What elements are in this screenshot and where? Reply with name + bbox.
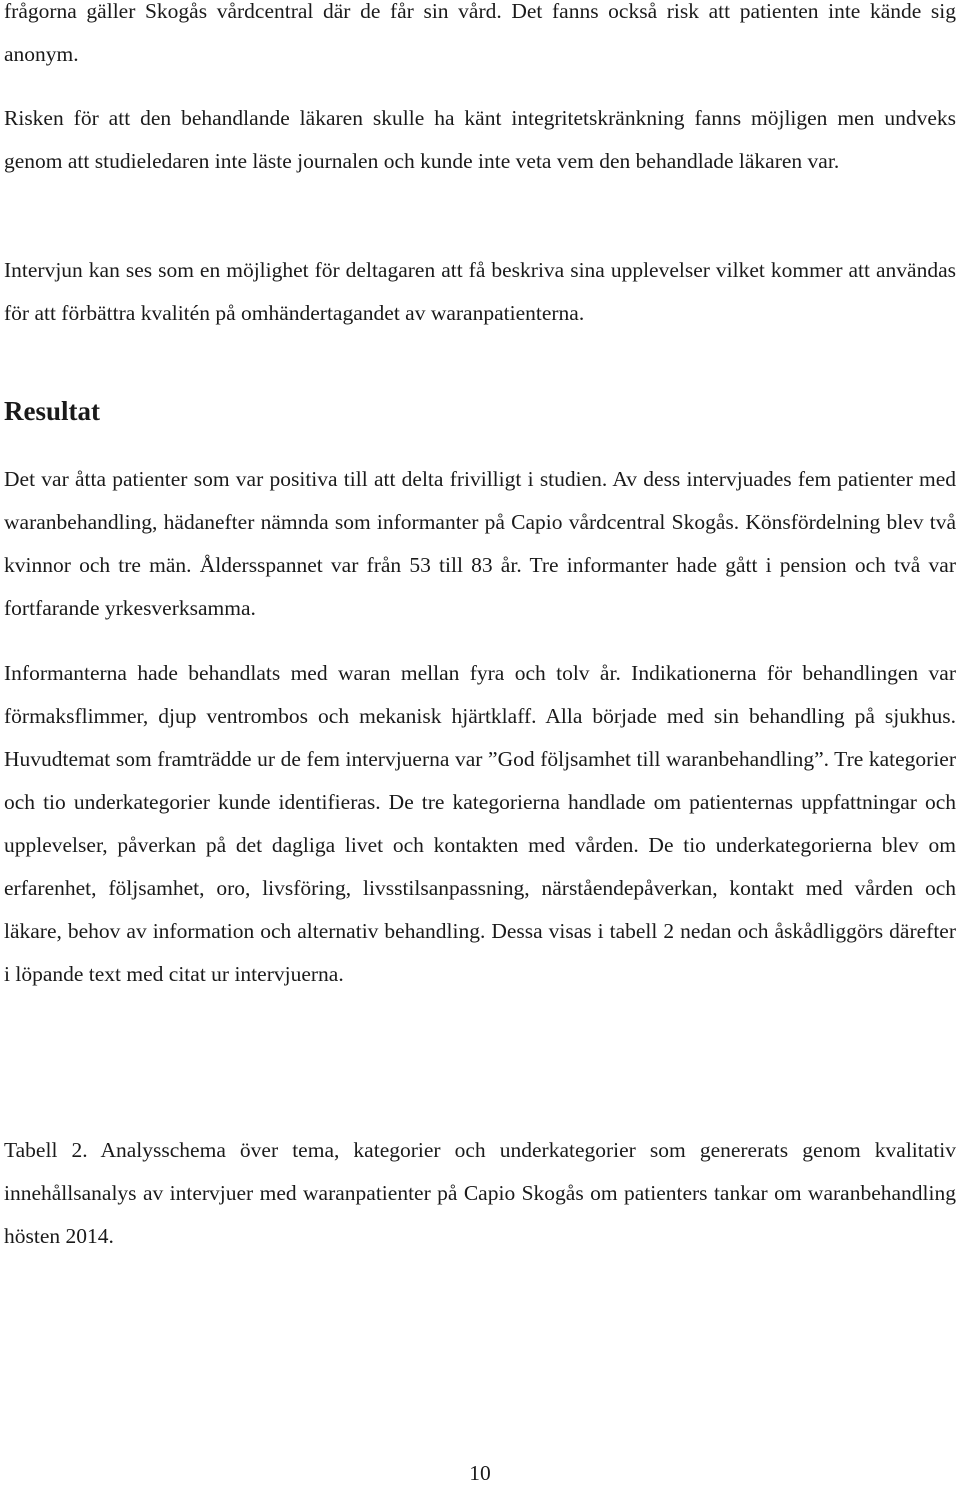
- paragraph-interview-opportunity: Intervjun kan ses som en möjlighet för deltagaren att få beskriva sina upplevelser vilket kommer att användas för att förbättra kvalitén på omhändertagandet av waranpatienterna.: [4, 258, 956, 325]
- paragraph-results-participants: Det var åtta patienter som var positiva till att delta frivilligt i studien. Av dess intervjuades fem patienter med waranbehandling, hädanefter nämnda som informanter på Capio vårdcentral Skogås. Könsfördelning blev två kvinnor och tre män. Åldersspannet var från 53 till 83 år. Tre informanter hade gått i pension och två var fortfarande yrkesverksamma.: [4, 467, 956, 620]
- paragraph-results-themes: Informanterna hade behandlats med waran mellan fyra och tolv år. Indikationerna för behandlingen var förmaksflimmer, djup ventrombos och mekanisk hjärtklaff. Alla började med sin behandling på sjukhus. Huvudtemat som framträdde ur de fem intervjuerna var ”God följsamhet till waranbehandling”. Tre kategorier och tio underkategorier kunde identifieras. De tre kategorierna handlade om patienternas uppfattningar och upplevelser, påverkan på det dagliga livet och kontakten med vården. De tio underkategorierna blev om erfarenhet, följsamhet, oro, livsföring, livsstilsanpassning, närståendepåverkan, kontakt med vården och läkare, behov av information och alternativ behandling. Dessa visas i tabell 2 nedan och åskådliggörs därefter i löpande text med citat ur intervjuerna.: [4, 661, 956, 986]
- table-caption: Tabell 2. Analysschema över tema, kategorier och underkategorier som genererats genom kvalitativ innehållsanalys av intervjuer med waranpatienter på Capio Skogås om patienters tankar om waranbehandling hösten 2014.: [4, 1138, 956, 1248]
- paragraph-privacy-risk: frågorna gäller Skogås vårdcentral där de får sin vård. Det fanns också risk att patienten inte kände sig anonym.: [4, 0, 956, 66]
- paragraph-physician-integrity: Risken för att den behandlande läkaren skulle ha känt integritetskränkning fanns möjligen men undveks genom att studieledaren inte läste journalen och kunde inte veta vem den behandlade läkaren var.: [4, 106, 956, 173]
- section-heading-results: Resultat: [4, 396, 100, 426]
- page-number: 10: [469, 1461, 491, 1485]
